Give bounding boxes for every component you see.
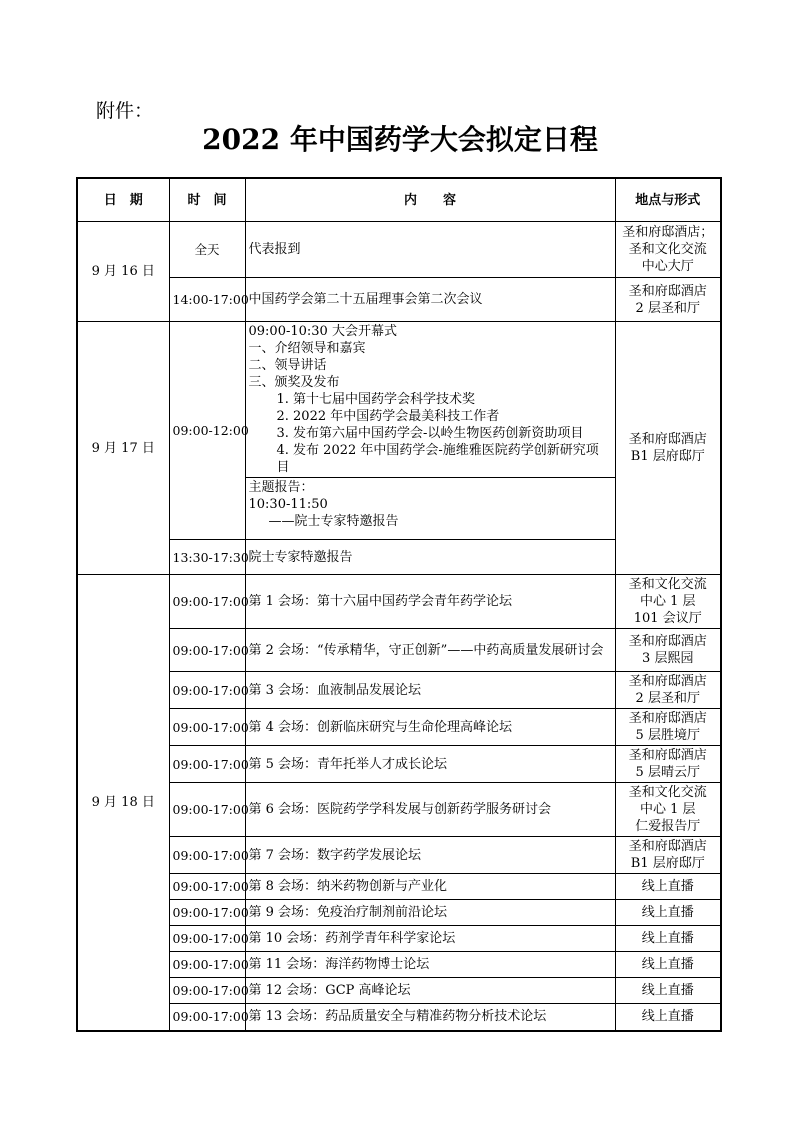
venue-line: 101 会议厅: [633, 611, 702, 626]
venue-line: 5 层胜境厅: [635, 728, 700, 743]
opening-line: 三、颁奖及发布: [248, 375, 340, 390]
time-cell: 09:00-17:00: [169, 629, 245, 672]
time-cell: 13:30-17:30: [169, 540, 245, 575]
time-cell: 09:00-17:00: [169, 837, 245, 874]
content-cell: 中国药学会第二十五届理事会第二次会议: [245, 278, 615, 322]
venue-cell: [615, 322, 721, 575]
venue-line: 圣和文化交流: [628, 242, 707, 257]
table-row: [77, 978, 721, 1004]
venue-cell: 线上直播: [615, 978, 721, 1004]
date-cell: 9 月 18 日: [77, 575, 169, 1031]
content-cell: 院士专家特邀报告: [245, 540, 615, 575]
venue-cell: 线上直播: [615, 952, 721, 978]
opening-line: 一、介绍领导和嘉宾: [248, 341, 366, 356]
content-cell: 第 6 会场：医院药学学科发展与创新药学服务研讨会: [245, 783, 615, 837]
content-cell: 第 4 会场：创新临床研究与生命伦理高峰论坛: [245, 709, 615, 746]
time-cell: 全天: [169, 222, 245, 278]
venue-line: 2 层圣和厅: [635, 691, 700, 706]
venue-cell: 线上直播: [615, 1004, 721, 1031]
content-cell: 第 9 会场：免疫治疗制剂前沿论坛: [245, 900, 615, 926]
opening-line: 二、领导讲话: [248, 358, 327, 373]
content-cell: 第 2 会场：“传承精华，守正创新”——中药高质量发展研讨会: [245, 629, 615, 672]
header-row: [77, 178, 721, 222]
award-line: 2. 2022 年中国药学会最美科技工作者: [276, 409, 500, 424]
opening-ceremony-cell: [245, 322, 615, 478]
time-cell: 09:00-12:00: [169, 322, 245, 540]
content-cell: 第 10 会场：药剂学青年科学家论坛: [245, 926, 615, 952]
table-row: [77, 575, 721, 629]
venue-cell: [615, 629, 721, 672]
venue-line: 中心大厅: [641, 259, 694, 274]
venue-cell: [615, 575, 721, 629]
venue-line: 圣和府邸酒店: [628, 283, 707, 299]
venue-cell: [615, 672, 721, 709]
venue-cell: [615, 783, 721, 837]
content-cell: 第 13 会场：药品质量安全与精准药物分析技术论坛: [245, 1004, 615, 1031]
time-cell: 14:00-17:00: [169, 278, 245, 322]
table-row: [77, 746, 721, 783]
award-line: 3. 发布第六届中国药学会-以岭生物医药创新资助项目: [276, 426, 584, 441]
venue-line: 仁爱报告厅: [635, 819, 701, 834]
content-cell: 第 3 会场：血液制品发展论坛: [245, 672, 615, 709]
header-content: 内 容: [245, 178, 615, 222]
venue-line: 5 层晴云厅: [635, 765, 700, 780]
header-time: 时 间: [169, 178, 245, 222]
table-row: [77, 1004, 721, 1031]
table-row: [77, 222, 721, 278]
table-row: [77, 783, 721, 837]
venue-line: 圣和府邸酒店: [628, 432, 707, 447]
content-cell: 第 1 会场：第十六届中国药学会青年药学论坛: [245, 575, 615, 629]
table-row: [77, 629, 721, 672]
content-cell: 第 12 会场：GCP 高峰论坛: [245, 978, 615, 1004]
time-cell: 09:00-17:00: [169, 746, 245, 783]
venue-line: 圣和府邸酒店: [628, 674, 707, 689]
table-row: [77, 900, 721, 926]
venue-cell: [615, 837, 721, 874]
table-row: [77, 709, 721, 746]
content-cell: 第 8 会场：纳米药物创新与产业化: [245, 874, 615, 900]
time-cell: 09:00-17:00: [169, 978, 245, 1004]
table-row: [77, 672, 721, 709]
venue-cell: 线上直播: [615, 926, 721, 952]
award-line: 4. 发布 2022 年中国药学会-施维雅医院药学创新研究项目: [276, 443, 599, 475]
venue-line: 圣和府邸酒店；: [622, 225, 714, 240]
venue-cell: 线上直播: [615, 900, 721, 926]
content-cell: 第 11 会场：海洋药物博士论坛: [245, 952, 615, 978]
venue-line: B1 层府邸厅: [630, 449, 705, 464]
time-cell: 09:00-17:00: [169, 926, 245, 952]
venue-line: 圣和府邸酒店: [628, 839, 707, 854]
venue-cell: [615, 222, 721, 278]
time-cell: 09:00-17:00: [169, 952, 245, 978]
header-venue: 地点与形式: [615, 178, 721, 222]
schedule-table: [76, 177, 722, 1032]
venue-cell: [615, 278, 721, 322]
venue-line: 圣和府邸酒店: [628, 711, 707, 726]
venue-line: B1 层府邸厅: [630, 856, 705, 871]
date-cell: 9 月 17 日: [77, 322, 169, 575]
keynote-line: 10:30-11:50: [248, 497, 328, 512]
time-cell: 09:00-17:00: [169, 900, 245, 926]
venue-line: 中心 1 层: [639, 802, 696, 817]
time-cell: 09:00-17:00: [169, 575, 245, 629]
table-row: [77, 926, 721, 952]
content-cell: 第 5 会场：青年托举人才成长论坛: [245, 746, 615, 783]
keynote-line: 主题报告：: [248, 480, 314, 495]
table-row: [77, 322, 721, 478]
content-cell: 第 7 会场：数字药学发展论坛: [245, 837, 615, 874]
time-cell: 09:00-17:00: [169, 1004, 245, 1031]
venue-line: 圣和文化交流: [628, 785, 707, 800]
keynote-cell: [245, 478, 615, 540]
venue-cell: [615, 709, 721, 746]
table-row: [77, 952, 721, 978]
keynote-line: ——院士专家特邀报告: [268, 514, 399, 529]
venue-cell: 线上直播: [615, 874, 721, 900]
venue-line: 圣和文化交流: [628, 577, 707, 592]
header-date: 日 期: [77, 178, 169, 222]
attachment-label: 附件：: [96, 100, 154, 122]
venue-line: 圣和府邸酒店: [628, 748, 707, 763]
venue-line: 中心 1 层: [639, 594, 696, 609]
time-cell: 09:00-17:00: [169, 709, 245, 746]
venue-line: 圣和府邸酒店: [628, 634, 707, 649]
page-title: 2022 年中国药学大会拟定日程: [202, 123, 598, 156]
content-cell: 代表报到: [245, 222, 615, 278]
award-line: 1. 第十七届中国药学会科学技术奖: [276, 392, 476, 407]
time-cell: 09:00-17:00: [169, 783, 245, 837]
time-cell: 09:00-17:00: [169, 672, 245, 709]
table-row: [77, 278, 721, 322]
venue-line: 3 层熙园: [642, 651, 694, 666]
date-cell: 9 月 16 日: [77, 222, 169, 322]
table-row: [77, 874, 721, 900]
time-cell: 09:00-17:00: [169, 874, 245, 900]
venue-cell: [615, 746, 721, 783]
opening-line: 09:00-10:30 大会开幕式: [248, 324, 397, 339]
table-row: [77, 837, 721, 874]
venue-line: 2 层圣和厅: [635, 300, 700, 316]
